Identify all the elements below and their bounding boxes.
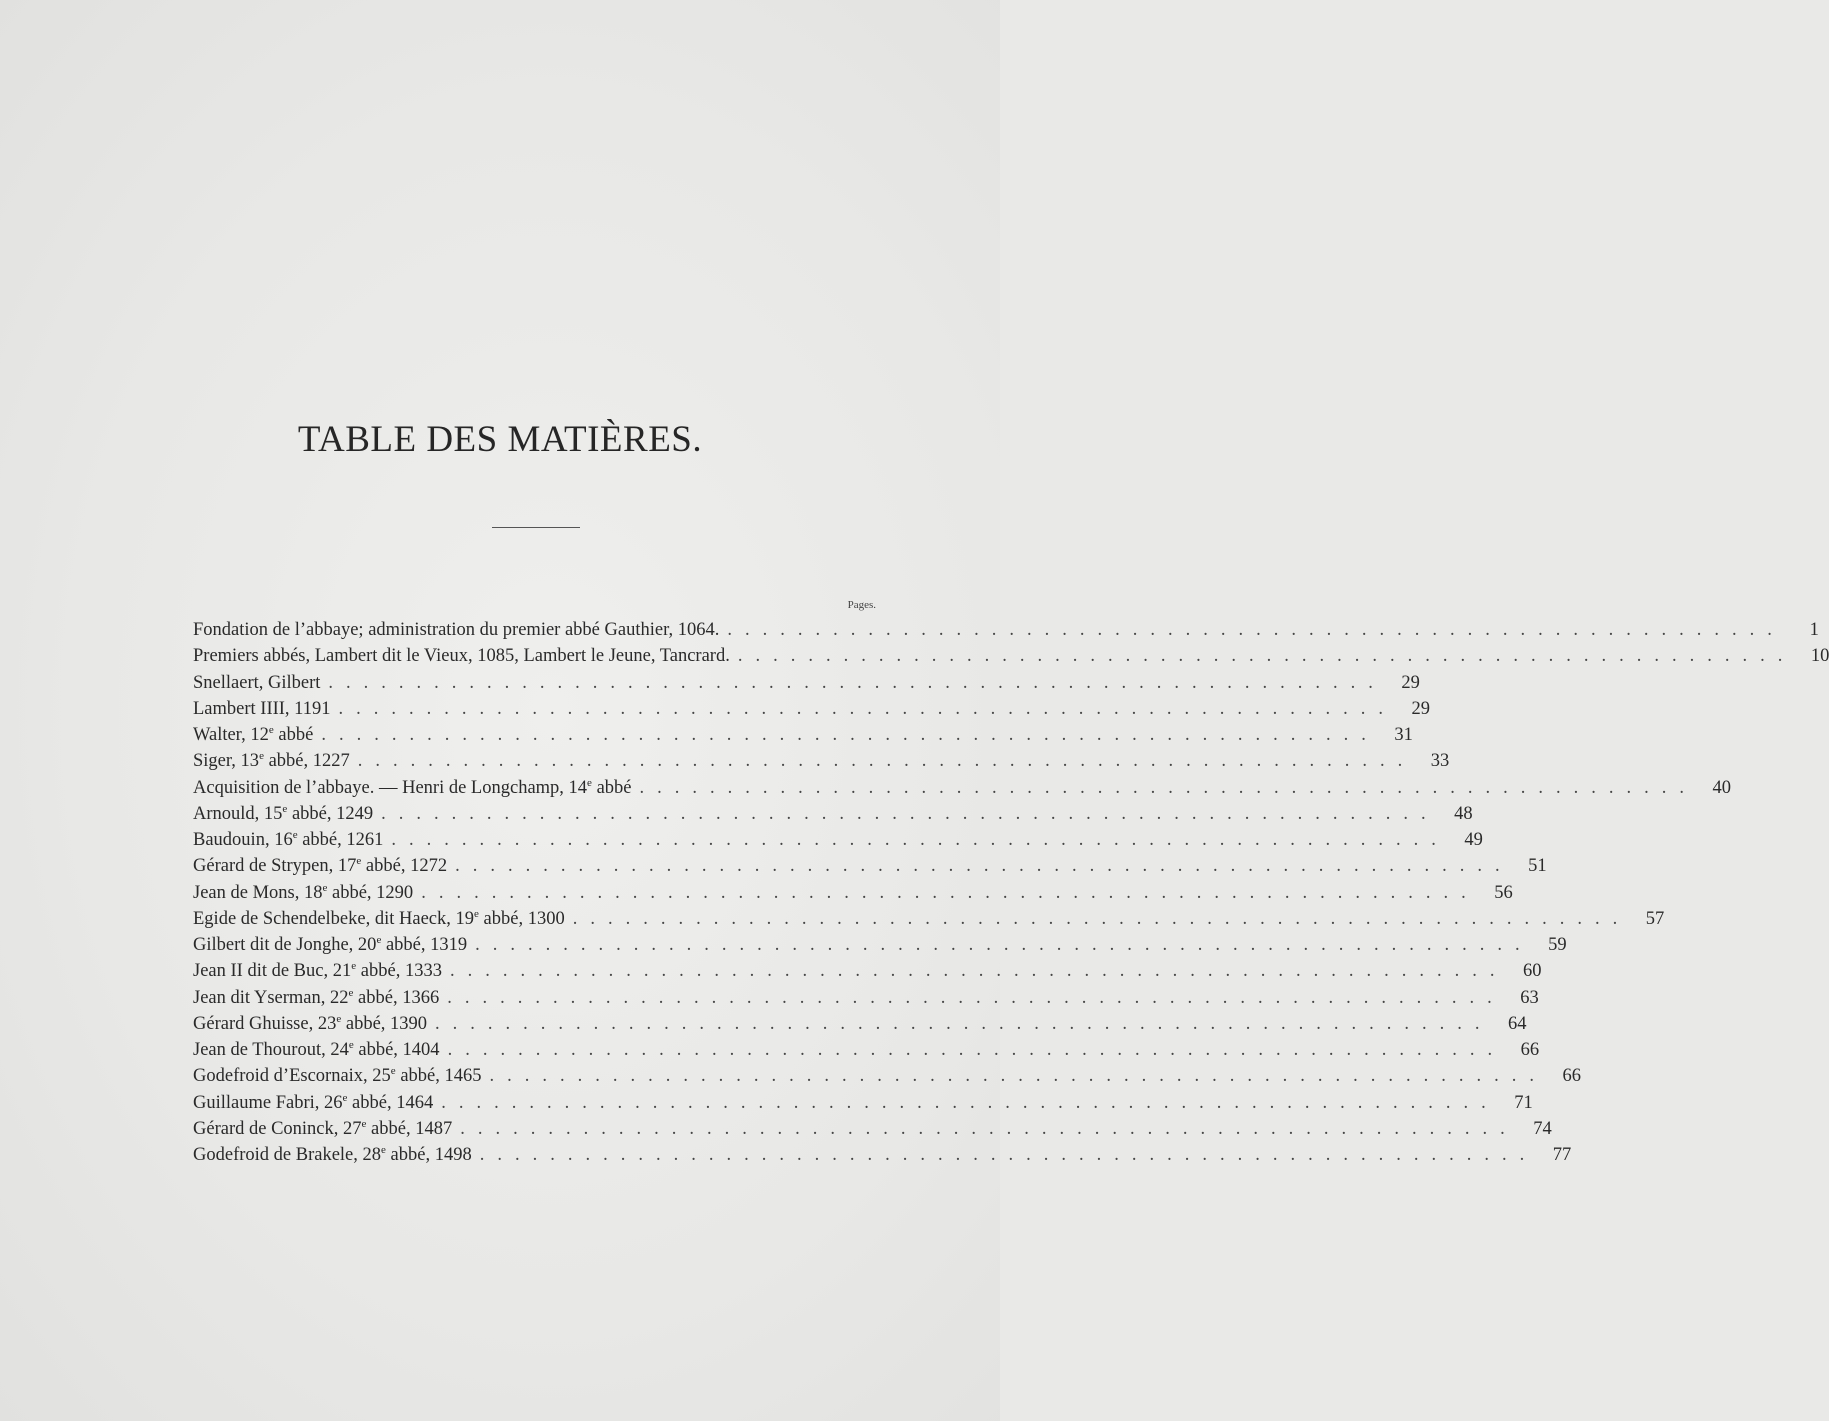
toc-entry <box>193 853 1547 879</box>
dot-leader: ............................................................ <box>391 830 1449 850</box>
dot-leader: ............................................................ <box>449 961 1508 982</box>
toc-entry <box>193 696 1430 722</box>
dot-leader: ............................................................ <box>639 777 1697 798</box>
toc-entry <box>193 748 1450 774</box>
toc-entry <box>193 617 1819 643</box>
toc-entry-page: 64 <box>1508 1013 1527 1034</box>
toc-entry <box>193 722 1413 748</box>
dot-leader: ............................................................ <box>475 935 1533 955</box>
toc-entry-page: 10 <box>1810 646 1829 667</box>
toc-entry <box>193 1116 1552 1142</box>
dot-leader: ............................................................ <box>421 882 1479 903</box>
dot-leader: ............................................................ <box>460 1118 1518 1139</box>
toc-entry-title: Snellaert, Gilbert <box>193 672 321 693</box>
toc-entry-title: Egide de Schendelbeke, dit Haeck, 19e abbé, 1300 <box>193 907 565 929</box>
toc-entry-title: Acquisition de l’abbaye. — Henri de Longchamp, 14e abbé <box>193 776 632 798</box>
dot-leader: ............................................................ <box>381 803 1439 824</box>
title-divider <box>492 527 580 528</box>
dot-leader: ............................................................ <box>321 725 1379 745</box>
toc-entry-page: 63 <box>1520 987 1539 1008</box>
toc-entry-title: Walter, 12e abbé <box>193 723 314 745</box>
page-title: TABLE DES MATIÈRES. <box>297 419 703 460</box>
toc-entry-title: Baudouin, 16e abbé, 1261 <box>193 828 384 850</box>
toc-entry-page: 60 <box>1522 961 1542 982</box>
toc-entry-page: 57 <box>1645 908 1665 929</box>
toc-entry-title: Jean dit Yserman, 22e abbé, 1366 <box>193 986 440 1008</box>
dot-leader: ............................................................ <box>447 1040 1506 1060</box>
toc-entry <box>193 958 1542 984</box>
toc-entry <box>193 1063 1581 1089</box>
toc-entry <box>193 880 1513 906</box>
toc-entry-title: Jean II dit de Buc, 21e abbé, 1333 <box>193 960 442 982</box>
toc-entry <box>193 1037 1540 1063</box>
toc-entry-title: Gilbert dit de Jonghe, 20e abbé, 1319 <box>193 933 468 955</box>
toc-entry <box>193 827 1483 853</box>
dot-leader: ............................................................ <box>455 856 1513 877</box>
dot-leader: ............................................................ <box>737 646 1796 667</box>
toc-entry <box>193 1142 1572 1168</box>
toc-entry <box>193 1011 1527 1037</box>
toc-entry-title: Premiers abbés, Lambert dit le Vieux, 1085, Lambert le Jeune, Tancrard. <box>193 646 730 667</box>
toc-entry-title: Siger, 13e abbé, 1227 <box>193 750 350 772</box>
dot-leader: ............................................................ <box>479 1145 1538 1165</box>
toc-entry-title: Lambert IIII, 1191 <box>193 698 331 719</box>
toc-entry-title: Gérard de Coninck, 27e abbé, 1487 <box>193 1117 453 1139</box>
dot-leader: ............................................................ <box>447 987 1505 1008</box>
toc-entry-page: 59 <box>1548 935 1567 955</box>
toc-entry-title: Gérard Ghuisse, 23e abbé, 1390 <box>193 1012 428 1034</box>
toc-entry-title: Fondation de l’abbaye; administration du premier abbé Gauthier, 1064. <box>193 620 720 640</box>
dot-leader: ............................................................ <box>357 751 1416 772</box>
toc-entry <box>193 801 1473 827</box>
toc-entry-title: Jean de Mons, 18e abbé, 1290 <box>193 881 414 903</box>
dot-leader: ............................................................ <box>441 1092 1499 1113</box>
toc-entry-page: 74 <box>1533 1118 1552 1139</box>
toc-entry-page: 31 <box>1394 725 1413 745</box>
pages-column-header: Pages. <box>847 599 876 611</box>
dot-leader: ............................................................ <box>435 1013 1493 1034</box>
toc-entry-page: 33 <box>1430 751 1450 772</box>
toc-entry-page: 49 <box>1464 830 1483 850</box>
toc-entry-page: 48 <box>1454 803 1473 824</box>
dot-leader: ............................................................ <box>338 698 1396 719</box>
toc-entry <box>193 985 1539 1011</box>
toc-entry-title: Jean de Thourout, 24e abbé, 1404 <box>193 1038 440 1060</box>
toc-entry <box>193 775 1731 801</box>
toc-entry-page: 51 <box>1528 856 1547 877</box>
toc-entry <box>193 1090 1533 1116</box>
toc-entry-title: Godefroid de Brakele, 28e abbé, 1498 <box>193 1143 472 1165</box>
toc-entry <box>193 932 1567 958</box>
toc-entry-page: 40 <box>1712 777 1731 798</box>
table-of-contents <box>193 617 1829 1168</box>
toc-entry-title: Gérard de Strypen, 17e abbé, 1272 <box>193 855 448 877</box>
toc-entry-page: 1 <box>1809 620 1819 640</box>
dot-leader: ............................................................ <box>489 1066 1547 1087</box>
toc-entry <box>193 906 1665 932</box>
dot-leader: ............................................................ <box>572 908 1631 929</box>
toc-entry-title: Guillaume Fabri, 26e abbé, 1464 <box>193 1091 434 1113</box>
toc-entry-title: Godefroid d’Escornaix, 25e abbé, 1465 <box>193 1065 482 1087</box>
toc-entry-page: 56 <box>1494 882 1513 903</box>
toc-entry-page: 29 <box>1401 672 1420 693</box>
toc-entry <box>193 643 1829 669</box>
toc-entry <box>193 670 1420 696</box>
dot-leader: ............................................................ <box>727 620 1785 640</box>
toc-entry-title: Arnould, 15e abbé, 1249 <box>193 802 374 824</box>
toc-entry-page: 66 <box>1562 1066 1581 1087</box>
toc-entry-page: 77 <box>1552 1145 1572 1165</box>
toc-entry-page: 71 <box>1514 1092 1533 1113</box>
toc-entry-page: 66 <box>1520 1040 1540 1060</box>
dot-leader: ............................................................ <box>328 672 1386 693</box>
toc-entry-page: 29 <box>1411 698 1430 719</box>
